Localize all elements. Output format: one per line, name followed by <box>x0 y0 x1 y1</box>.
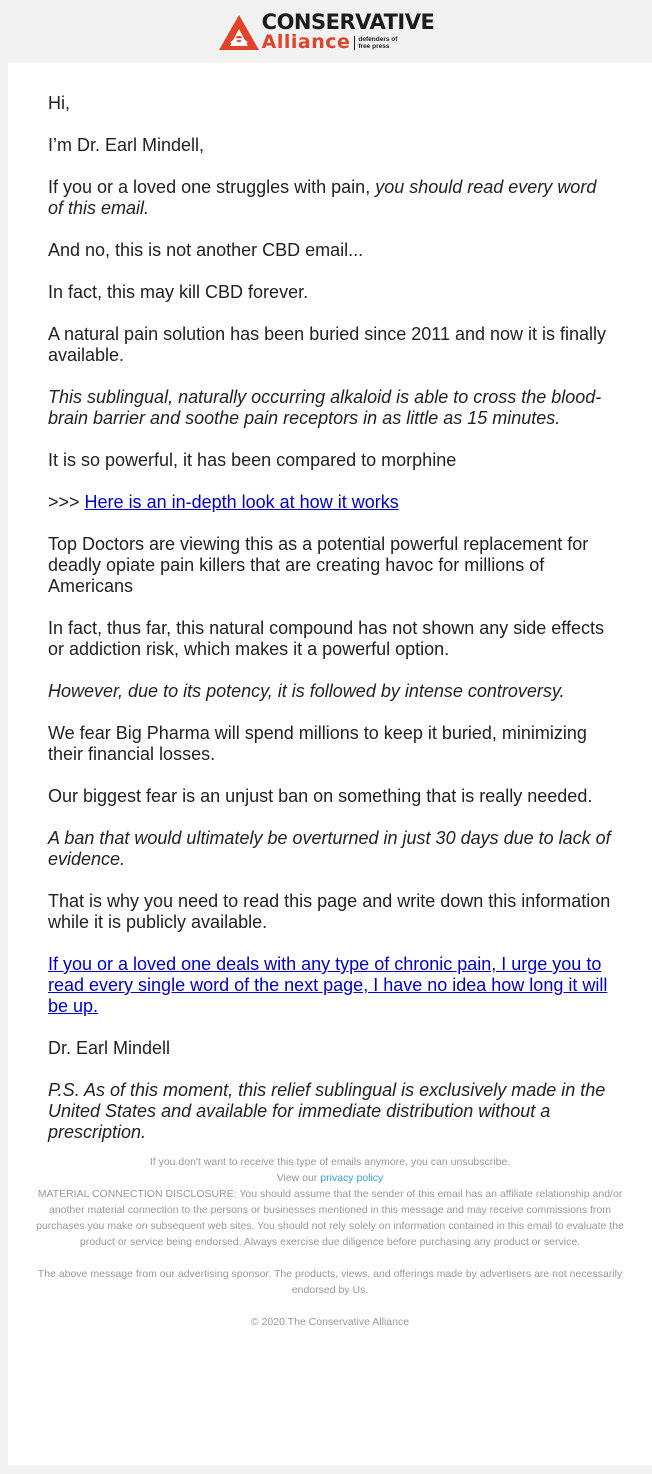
postscript <box>48 1080 612 1143</box>
chronic-pain-link[interactable]: If you or a loved one deals with any type of chronic pain, I urge you to read every single word of the next page, I have no idea how long it will be up. <box>48 954 608 1016</box>
alliance-a-icon <box>218 13 260 51</box>
logo-tagline <box>354 36 397 50</box>
privacy-line <box>24 1170 636 1186</box>
paragraph-big-pharma: We fear Big Pharma will spend millions to keep it buried, minimizing their financial losses. <box>48 723 587 764</box>
paragraph-buried: A natural pain solution has been buried since 2011 and now it is finally available. <box>48 324 607 365</box>
logo-tagline-line-2: free press <box>358 42 390 50</box>
email-content <box>8 63 652 1143</box>
intro: I’m Dr. Earl Mindell, <box>48 135 205 155</box>
footer-spacer <box>24 1298 636 1314</box>
paragraph-doctors: Top Doctors are viewing this as a potential powerful replacement for deadly opiate pain killers that are creating havoc for millions of Americans <box>48 534 589 596</box>
footer-spacer <box>24 1250 636 1266</box>
paragraph-sublingual-text: This sublingual, naturally occurring alkaloid is able to cross the blood-brain barrier and soothe pain receptors in as little as 15 minutes. <box>48 387 602 428</box>
sponsor-notice: The above message from our advertising sponsor. The products, views, and offerings made by advertisers are not necessarily endorsed by Us. <box>37 1268 623 1296</box>
paragraph-controversy-text: However, due to its potency, it is followed by intense controversy. <box>48 681 565 701</box>
arrow-prefix: >>> <box>48 492 85 512</box>
greeting: Hi, <box>48 93 70 113</box>
paragraph-cbd: And no, this is not another CBD email... <box>48 240 364 260</box>
paragraph-ban <box>48 828 612 870</box>
email-body-card <box>8 63 652 1465</box>
signature: Dr. Earl Mindell <box>48 1038 171 1058</box>
paragraph-side-effects: In fact, thus far, this natural compound has not shown any side effects or addiction risk, which makes it a powerful option. <box>48 618 604 659</box>
paragraph-chronic-pain <box>48 954 612 1017</box>
paragraph-link-works <box>48 492 612 513</box>
postscript-text: P.S. As of this moment, this relief sublingual is exclusively made in the United States and available for immediate distribution without a prescription. <box>48 1080 606 1142</box>
how-it-works-link[interactable]: Here is an in-depth look at how it works <box>84 492 399 512</box>
paragraph-morphine: It is so powerful, it has been compared to morphine <box>48 450 457 470</box>
paragraph-pain-text: If you or a loved one struggles with pain, <box>48 177 376 197</box>
paragraph-ban-text: A ban that would ultimately be overturned in just 30 days due to lack of evidence. <box>48 828 611 869</box>
paragraph-kill-cbd: In fact, this may kill CBD forever. <box>48 282 309 302</box>
paragraph-fear: Our biggest fear is an unjust ban on something that is really needed. <box>48 786 593 806</box>
unsubscribe-notice: If you don't want to receive this type of emails anymore, you can unsubscribe. <box>149 1156 511 1168</box>
logo-title: CONSERVATIVE <box>261 9 435 34</box>
conservative-alliance-logo[interactable] <box>218 9 435 53</box>
logo-brand: Alliance <box>261 30 351 53</box>
privacy-policy-link[interactable]: privacy policy <box>320 1172 384 1184</box>
paragraph-sublingual <box>48 387 612 429</box>
paragraph-pain <box>48 177 612 219</box>
email-footer <box>8 1154 652 1330</box>
privacy-prefix: View our <box>276 1172 321 1184</box>
paragraph-read-page: That is why you need to read this page and write down this information while it is publicly available. <box>48 891 611 932</box>
material-disclosure: MATERIAL CONNECTION DISCLOSURE: You should assume that the sender of this email has an affiliate relationship and/or another material connection to the persons or businesses mentioned in this message and may receive commissions from purchases you make on subsequent web sites. You should not rely solely on information contained in this email to evaluate the product or service being endorsed. Always exercise due diligence before purchasing any product or service. <box>36 1188 624 1248</box>
copyright: © 2020 The Conservative Alliance <box>250 1316 410 1328</box>
paragraph-controversy <box>48 681 612 702</box>
logo-tagline-line-1: defenders of <box>358 35 398 43</box>
paragraph-pain-emphasis: you should read every word of this email. <box>48 177 597 218</box>
email-header <box>0 0 652 63</box>
